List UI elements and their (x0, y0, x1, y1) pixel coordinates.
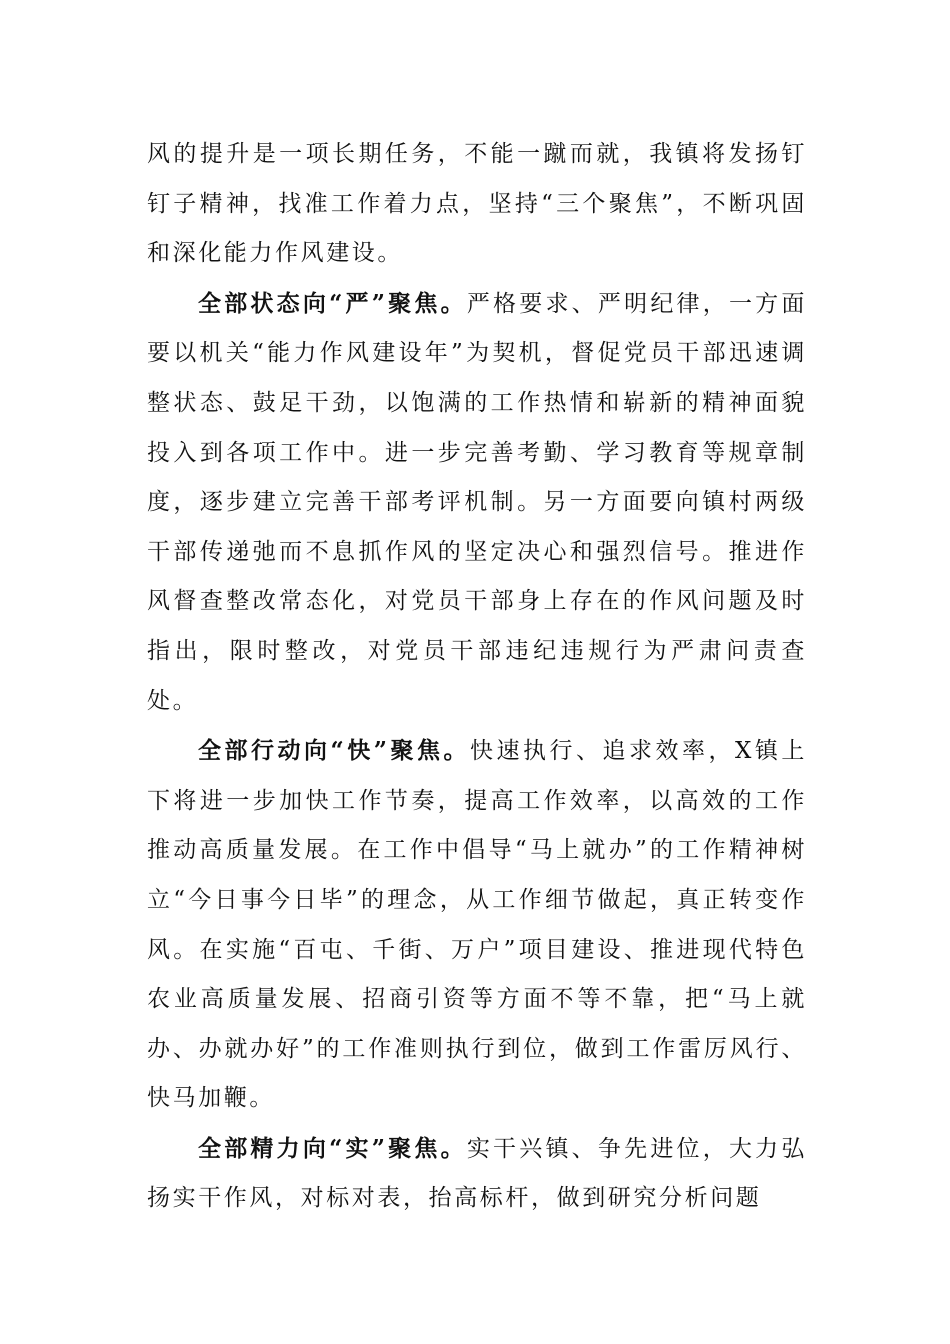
paragraph-text: 风的提升是一项长期任务，不能一蹴而就，我镇将发扬钉钉子精神，找准工作着力点，坚持“三个聚焦”，不断巩固和深化能力作风建设。 (147, 141, 807, 267)
paragraph-heading: 全部状态向“严”聚焦。 (198, 289, 467, 317)
paragraph-fast-focus (147, 726, 807, 1124)
paragraph-practical-focus (147, 1124, 807, 1224)
document-body (147, 130, 807, 1224)
paragraph-text: 快速执行、追求效率，X镇上下将进一步加快工作节奏，提高工作效率，以高效的工作推动高质量发展。在工作中倡导“马上就办”的工作精神树立“今日事今日毕”的理念，从工作细节做起，真正转变作风。在实施“百屯、千街、万户”项目建设、推进现代特色农业高质量发展、招商引资等方面不等不靠，把“马上就办、办就办好”的工作准则执行到位，做到工作雷厉风行、快马加鞭。 (147, 738, 807, 1112)
paragraph-heading: 全部精力向“实”聚焦。 (198, 1134, 467, 1162)
paragraph-text: 严格要求、严明纪律，一方面要以机关“能力作风建设年”为契机，督促党员干部迅速调整状态、鼓足干劲，以饱满的工作热情和崭新的精神面貌投入到各项工作中。进一步完善考勤、学习教育等规章制度，逐步建立完善干部考评机制。另一方面要向镇村两级干部传递弛而不息抓作风的坚定决心和强烈信号。推进作风督查整改常态化，对党员干部身上存在的作风问题及时指出，限时整改，对党员干部违纪违规行为严肃问责查处。 (147, 290, 807, 714)
paragraph-heading: 全部行动向“快”聚焦。 (198, 737, 470, 765)
paragraph-text: 实干兴镇、争先进位，大力弘扬实干作风，对标对表，抬高标杆，做到研究分析问题 (147, 1135, 807, 1212)
paragraph-strict-focus (147, 279, 807, 726)
paragraph-continuation (147, 130, 807, 279)
